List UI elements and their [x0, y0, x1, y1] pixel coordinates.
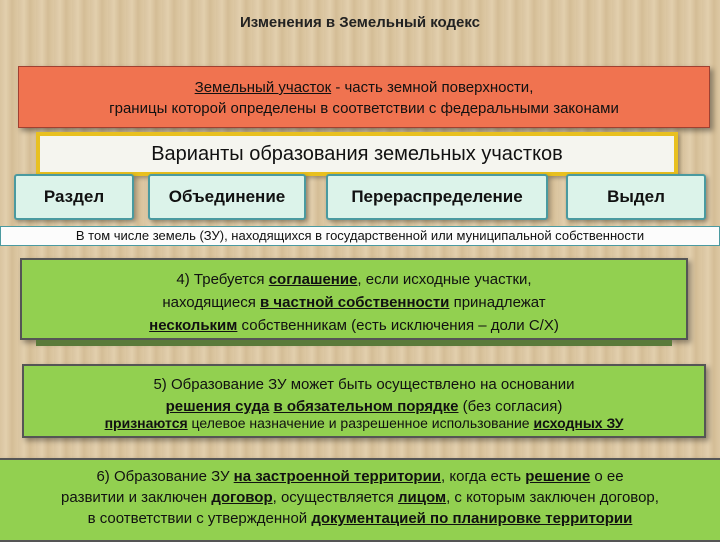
- note4-private: в частной собственности: [260, 294, 450, 311]
- option-redistribution: Перераспределение: [326, 174, 548, 220]
- note5-source: исходных ЗУ: [533, 415, 624, 431]
- note6-decision: решение: [525, 468, 591, 485]
- definition-line-1: [19, 77, 709, 98]
- note5-line-1: 5) Образование ЗУ может быть осуществлено на основании: [153, 376, 575, 393]
- note4-line-2: находящиеся в частной собственности принадлежат: [162, 294, 546, 311]
- note5-mandatory: в обязательном порядке: [273, 398, 459, 415]
- note6-contract: договор: [211, 489, 273, 506]
- note5-recognized: признаются: [104, 415, 188, 431]
- term-land-plot: Земельный участок: [194, 79, 332, 96]
- slide-title: Изменения в Земельный кодекс: [239, 14, 481, 31]
- note6-person: лицом: [398, 489, 447, 506]
- option-merge: Объединение: [148, 174, 306, 220]
- option-division: Раздел: [14, 174, 134, 220]
- note4-agreement: соглашение: [268, 271, 358, 288]
- note4-line-3: нескольким собственникам (есть исключения – доли С/Х): [149, 317, 559, 334]
- note-4-box: [20, 258, 688, 340]
- note-6-box: [0, 458, 720, 542]
- variants-heading: Варианты образования земельных участков: [36, 132, 678, 176]
- definition-box: [18, 66, 710, 128]
- underlying-box-edge: [36, 340, 672, 346]
- option-allocation: Выдел: [566, 174, 706, 220]
- note4-several: нескольким: [149, 317, 238, 334]
- note6-line-2: развитии и заключен договор, осуществляется лицом, с которым заключен договор,: [61, 489, 659, 506]
- note5-line-3: признаются целевое назначение и разрешенное использование исходных ЗУ: [104, 415, 624, 431]
- note6-built: на застроенной территории: [233, 468, 442, 485]
- note6-line-3: в соответствии с утвержденной документацией по планировке территории: [87, 510, 633, 527]
- note5-line-2: решения суда в обязательном порядке (без согласия): [165, 398, 563, 415]
- note-5-box: [22, 364, 706, 438]
- including-note: В том числе земель (ЗУ), находящихся в государственной или муниципальной собственности: [0, 226, 720, 246]
- definition-line-2: границы которой определены в соответствии с федеральными законами: [109, 100, 619, 117]
- note6-line-1: 6) Образование ЗУ на застроенной территории, когда есть решение о ее: [96, 468, 624, 485]
- note5-court: решения суда: [165, 398, 270, 415]
- definition-text-1: - часть земной поверхности,: [331, 79, 534, 96]
- note6-docs: документацией по планировке территории: [311, 510, 633, 527]
- note4-line-1: 4) Требуется соглашение, если исходные участки,: [176, 271, 532, 288]
